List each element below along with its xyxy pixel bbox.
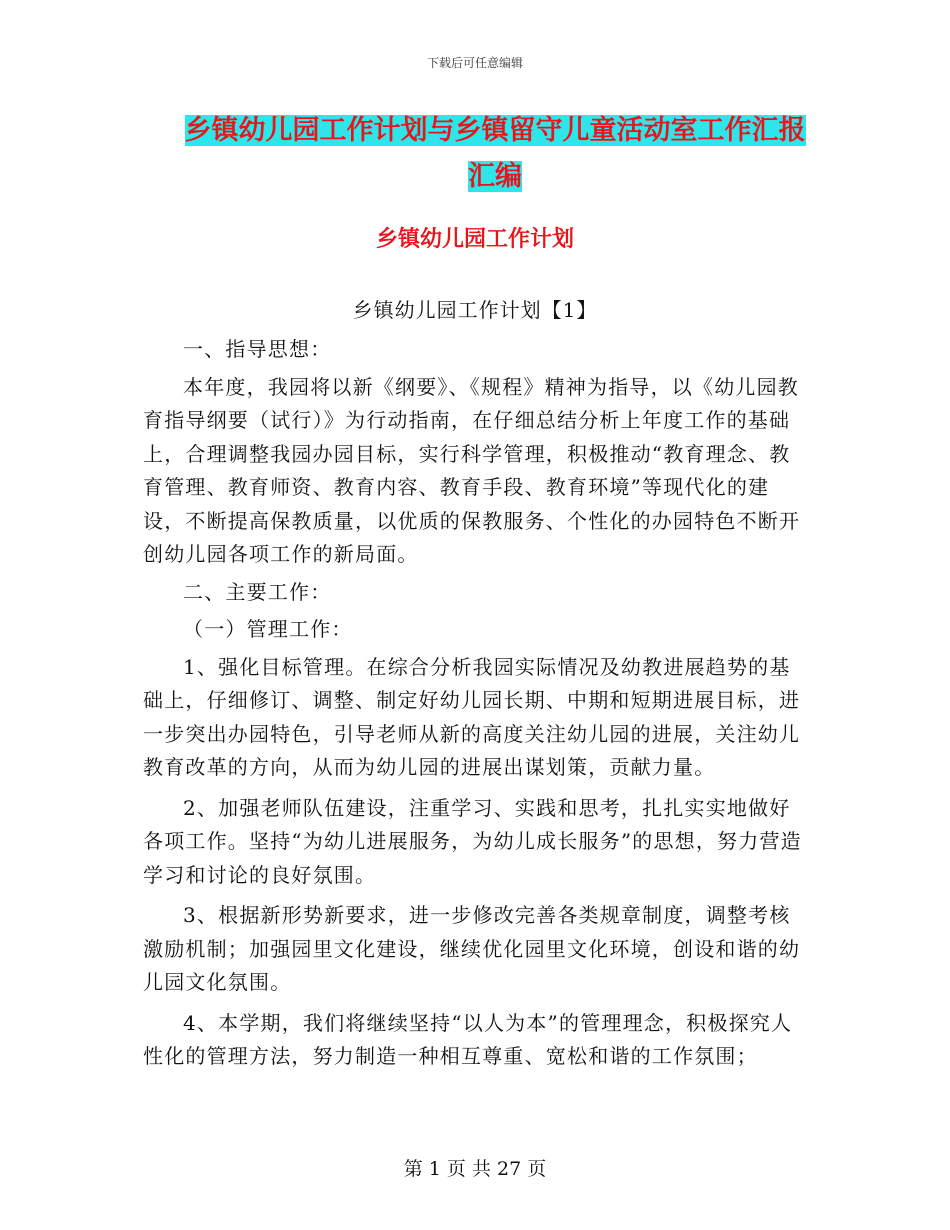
document-body xyxy=(143,333,811,1074)
paragraph-management-heading: （一）管理工作： xyxy=(183,617,353,641)
paragraph-main-work-heading: 二、主要工作： xyxy=(183,579,332,604)
paragraph: 1、强化目标管理。在综合分析我园实际情况及幼教进展趋势的基础上，仔细修订、调整、制定好幼儿园长期、中期和短期进展目标，进一步突出办园特色，引导老师从新的高度关注幼儿园的进展，关注幼儿教育改革的方向，从而为幼儿园的进展出谋划策，贡献力量。 xyxy=(143,654,801,779)
page-footer: 第 1 页 共 27 页 xyxy=(403,1158,547,1180)
document-title-line-1: 乡镇幼儿园工作计划与乡镇留守儿童活动室工作汇报 xyxy=(184,115,806,146)
paragraph: 本年度，我园将以新《纲要》、《规程》精神为指导，以《幼儿园教育指导纲要（试行）》为行动指南，在仔细总结分析上年度工作的基础上，合理调整我园办园目标，实行科学管理，积极推动“教育理念、教育管理、教育师资、教育内容、教育手段、教育环境”等现代化的建设，不断提高保教质量，以优质的保教服务、个性化的办园特色不断开创幼儿园各项工作的新局面。 xyxy=(143,374,801,566)
paragraph: 2、加强老师队伍建设，注重学习、实践和思考，扎扎实实地做好各项工作。坚持“为幼儿进展服务，为幼儿成长服务”的思想，努力营造学习和讨论的良好氛围。 xyxy=(143,795,802,887)
section-title: 乡镇幼儿园工作计划 xyxy=(375,227,574,252)
paragraph: 3、根据新形势新要求，进一步修改完善各类规章制度，调整考核激励机制；加强园里文化建设，继续优化园里文化环境，创设和谐的幼儿园文化氛围。 xyxy=(143,903,801,994)
header-note: 下载后可任意编辑 xyxy=(426,56,523,70)
document-title-line-2: 汇编 xyxy=(468,161,522,192)
paragraph: 4、本学期，我们将继续坚持“以人为本”的管理理念，积极探究人性化的管理方法，努力制造一种相互尊重、宽松和谐的工作氛围； xyxy=(143,1010,793,1068)
document-title xyxy=(150,108,840,200)
sub-title: 乡镇幼儿园工作计划【1】 xyxy=(352,298,598,322)
paragraph-guiding-ideology-heading: 一、指导思想： xyxy=(183,337,332,361)
